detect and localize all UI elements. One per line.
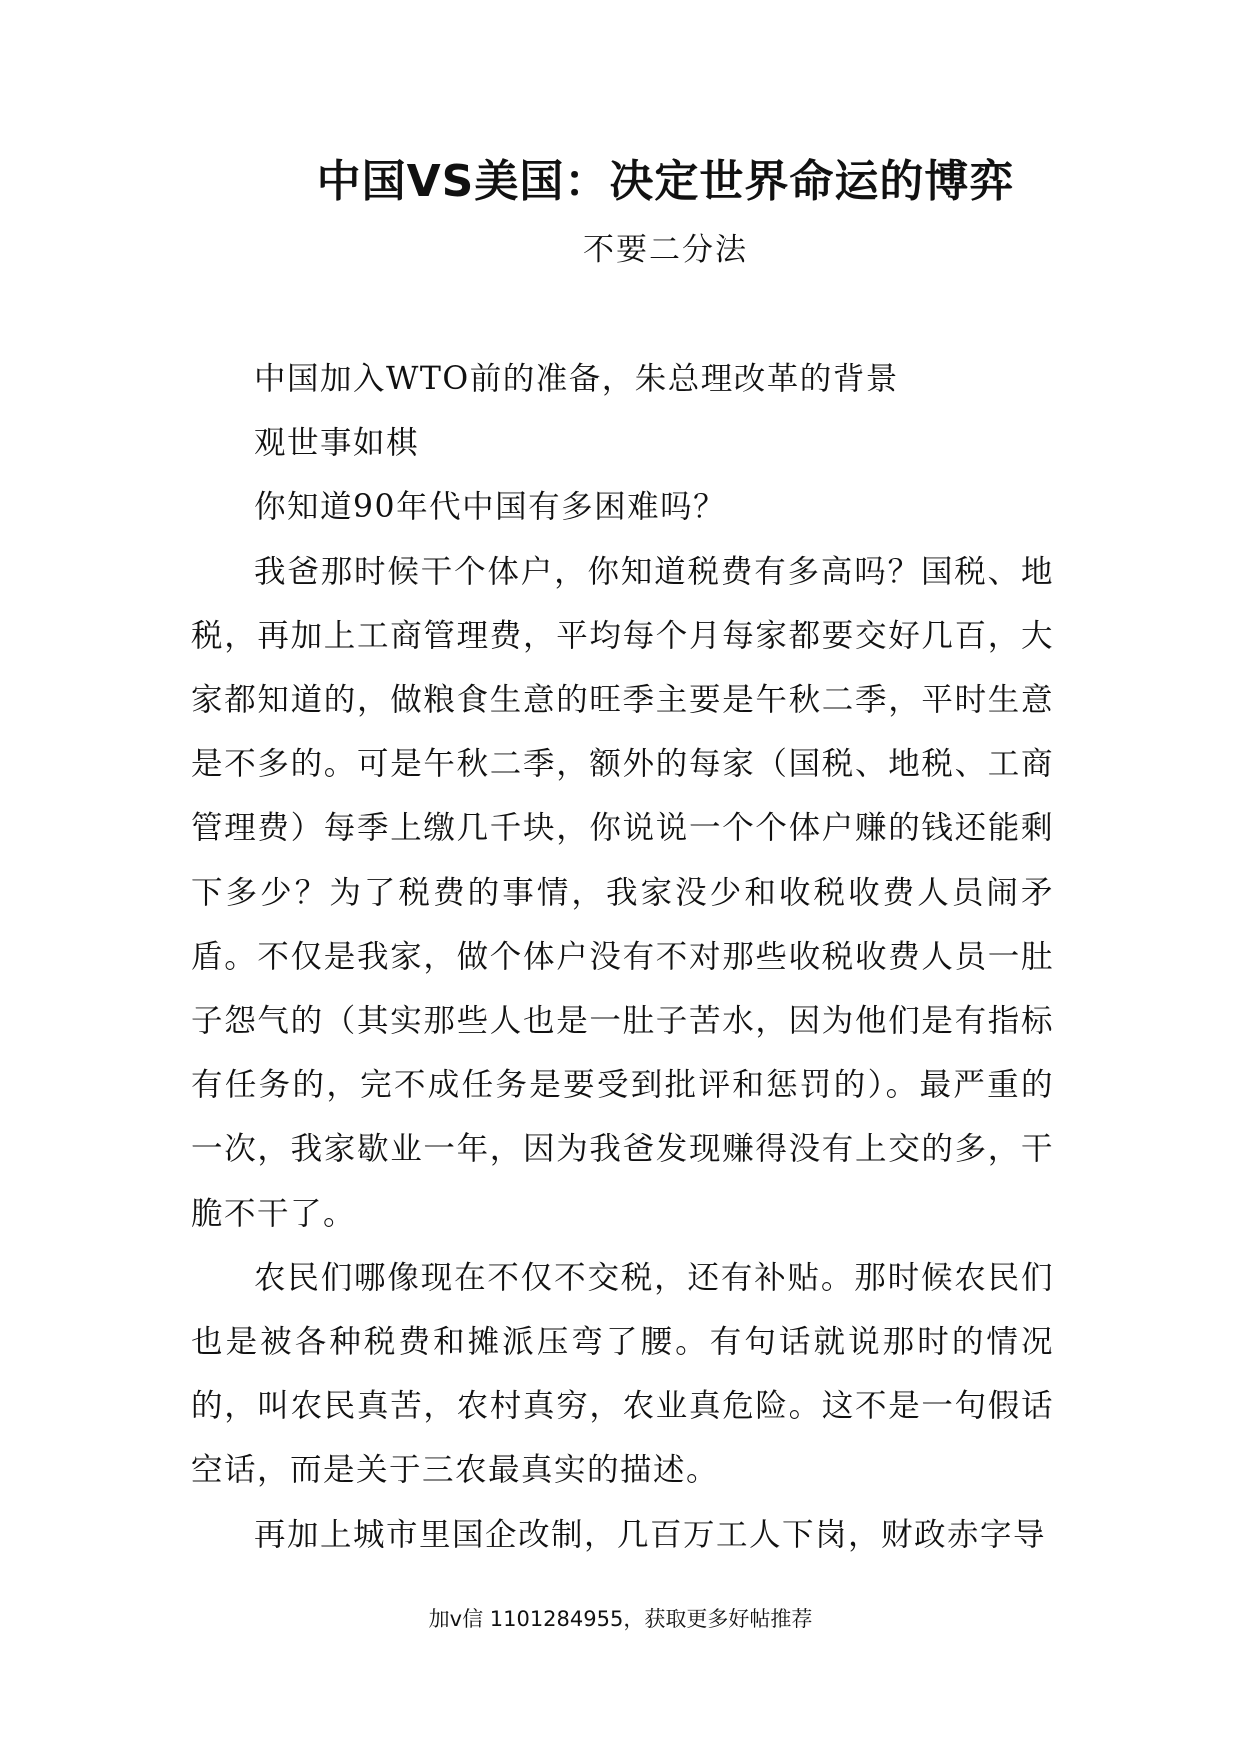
document-body [191, 347, 1054, 1567]
paragraph-3: 你知道90年代中国有多困难吗？ [254, 489, 727, 526]
document-subtitle: 不要二分法 [583, 232, 748, 268]
document-title: 中国VS美国：决定世界命运的博弈 [316, 156, 1015, 207]
paragraph-4: 我爸那时候干个体户，你知道税费有多高吗？国税、地税，再加上工商管理费，平均每个月每家都要交好几百，大家都知道的，做粮食生意的旺季主要是午秋二季，平时生意是不多的。可是午秋二季，额外的每家（国税、地税、工商管理费）每季上缴几千块，你说说一个个体户赚的钱还能剩下多少？为了税费的事情，我家没少和收税收费人员闹矛盾。不仅是我家，做个体户没有不对那些收税收费人员一肚子怨气的（其实那些人也是一肚子苦水，因为他们是有指标有任务的，完不成任务是要受到批评和惩罚的）。最严重的一次，我家歇业一年，因为我爸发现赚得没有上交的多，干脆不干了。 [191, 553, 1054, 1232]
paragraph-1: 中国加入WTO前的准备，朱总理改革的背景 [254, 361, 899, 397]
paragraph-2: 观世事如棋 [254, 425, 420, 462]
page-footer: 加v信 1101284955，获取更多好帖推荐 [428, 1607, 813, 1631]
paragraph-6: 再加上城市里国企改制，几百万工人下岗，财政赤字导 [254, 1516, 1047, 1553]
paragraph-5: 农民们哪像现在不仅不交税，还有补贴。那时候农民们也是被各种税费和摊派压弯了腰。有句话就说那时的情况的，叫农民真苦，农村真穷，农业真危险。这不是一句假话空话，而是关于三农最真实的描述。 [191, 1259, 1054, 1489]
